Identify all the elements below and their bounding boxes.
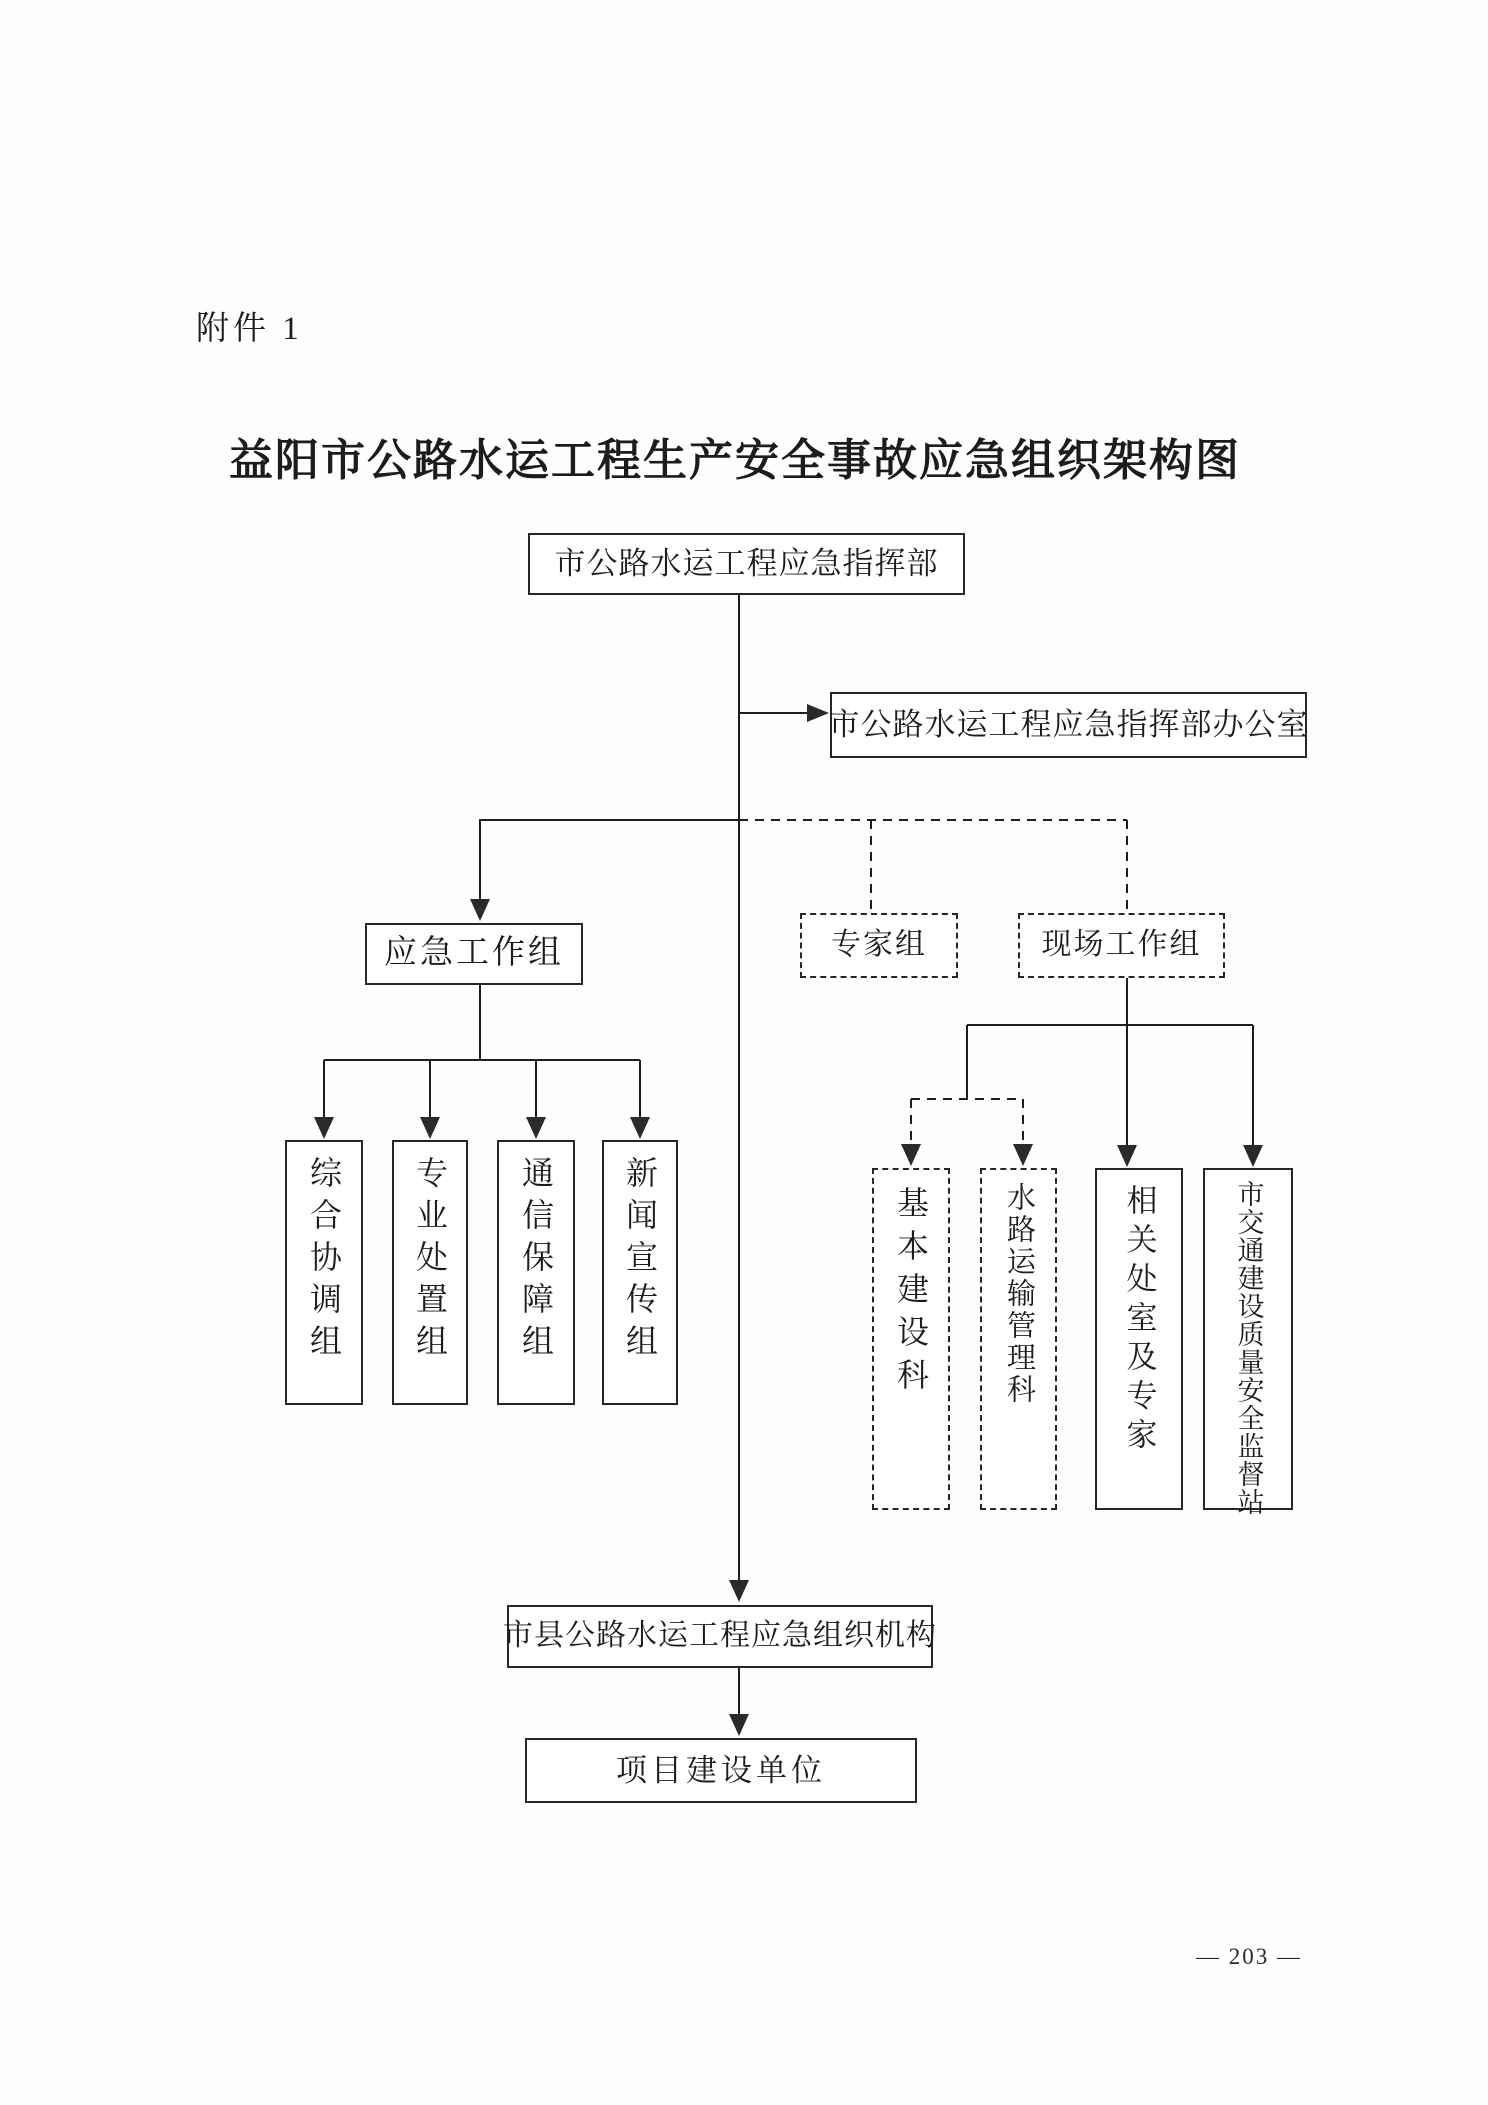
- node-professional-disposal-group: [392, 1140, 468, 1405]
- node-related-offices-and-experts: [1095, 1168, 1183, 1510]
- node-command-hq: [528, 533, 965, 595]
- node-expert-group: [800, 913, 958, 978]
- node-label: 现场工作组: [1041, 928, 1202, 962]
- node-communication-support-group: [497, 1140, 575, 1405]
- node-waterway-transport-management-section: [980, 1168, 1057, 1510]
- node-label: 水路运输管理科: [1003, 1182, 1035, 1406]
- connector-dashed-sections: [901, 1099, 1033, 1166]
- connector-hq-office: [739, 704, 829, 722]
- node-label: 基本建设科: [893, 1186, 929, 1401]
- node-basic-construction-section: [872, 1168, 950, 1510]
- node-label: 应急工作组: [384, 935, 564, 972]
- node-label: 市县公路水运工程应急组织机构: [503, 1619, 937, 1653]
- node-label: 专家组: [831, 928, 927, 962]
- node-label: 专业处置组: [412, 1156, 448, 1366]
- node-emergency-work-group: [365, 923, 583, 985]
- connector-work-subgroups: [314, 985, 650, 1139]
- connector-emergency-work-group: [470, 820, 739, 921]
- connector-site-work-group-tree: [967, 978, 1263, 1167]
- node-quality-safety-supervision-station: [1203, 1168, 1293, 1516]
- node-hq-office: [830, 692, 1307, 758]
- connector-county-to-project: [729, 1668, 749, 1736]
- node-label: 通信保障组: [518, 1156, 554, 1366]
- connector-dashed-branch: [739, 820, 1127, 911]
- node-label: 新闻宣传组: [622, 1156, 658, 1366]
- node-project-construction-unit: [525, 1738, 917, 1803]
- page-number: — 203 —: [1196, 1944, 1302, 1969]
- node-label: 市公路水运工程应急指挥部: [554, 546, 939, 582]
- node-label: 市公路水运工程应急指挥部办公室: [828, 707, 1309, 743]
- node-label: 相关处室及专家: [1121, 1184, 1157, 1457]
- attachment-label: 附件 1: [196, 311, 303, 347]
- node-county-emergency-org: [503, 1605, 937, 1668]
- node-comprehensive-coordination-group: [285, 1140, 363, 1405]
- node-label: 综合协调组: [306, 1156, 342, 1366]
- node-site-work-group: [1018, 913, 1225, 978]
- diagram-title: 益阳市公路水运工程生产安全事故应急组织架构图: [229, 436, 1241, 485]
- connector-main-spine: [729, 595, 749, 1602]
- node-news-publicity-group: [602, 1140, 678, 1405]
- node-label: 市交通建设质量安全监督站: [1233, 1180, 1264, 1516]
- node-label: 项目建设单位: [616, 1752, 826, 1788]
